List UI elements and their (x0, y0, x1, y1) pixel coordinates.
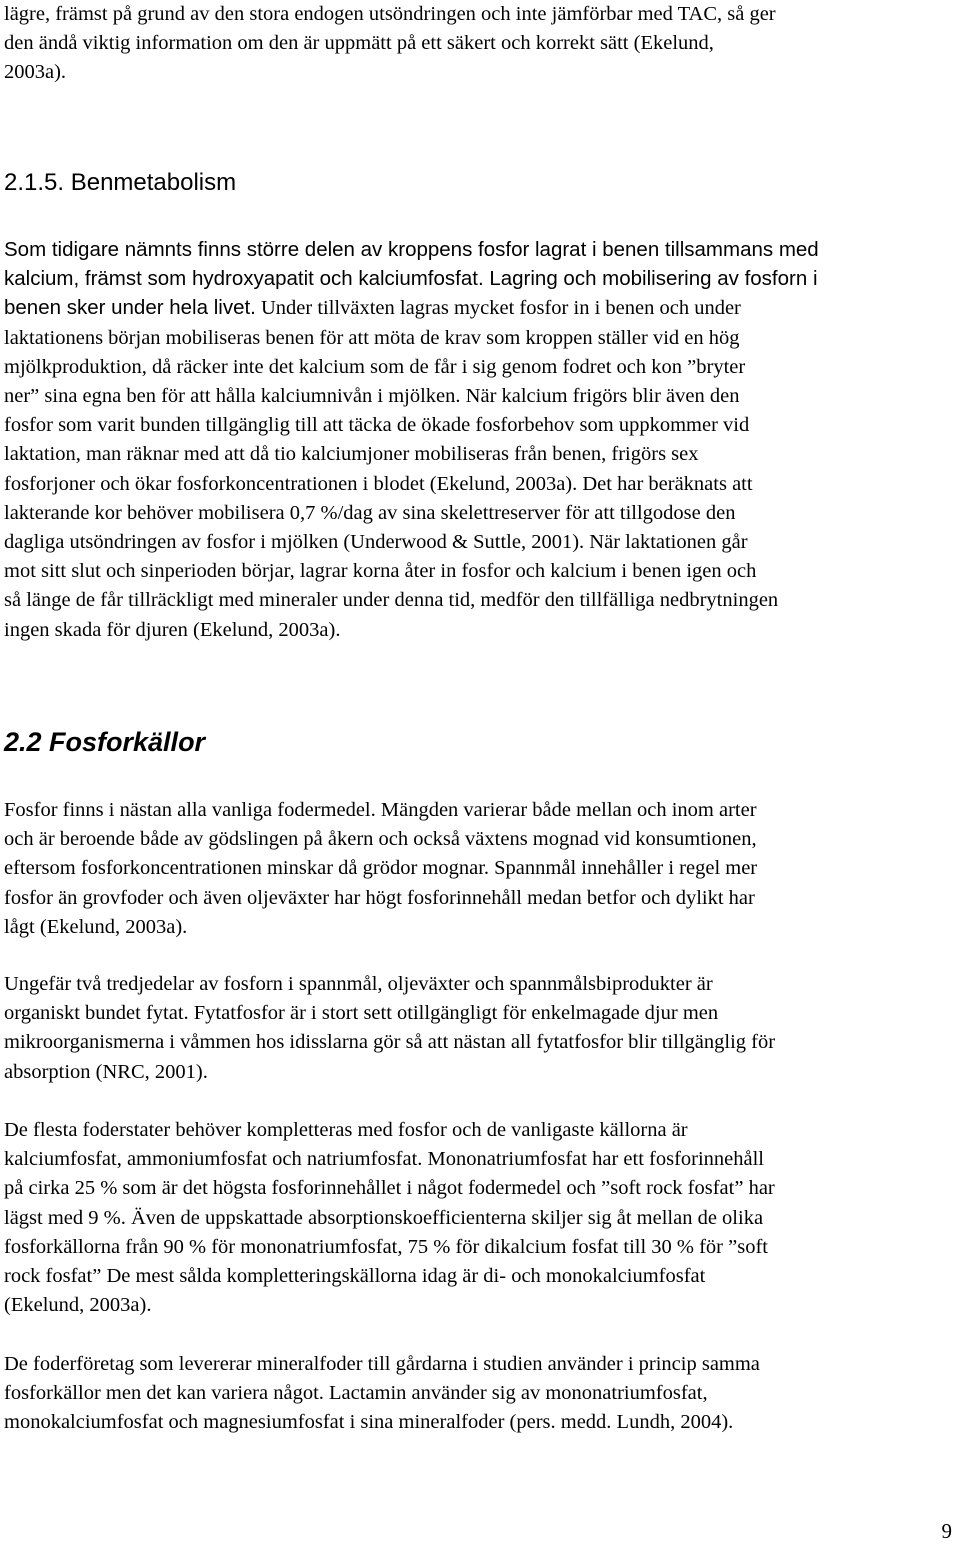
text-line: laktationens början mobiliseras benen för att möta de krav som kroppen ställer vid en hög (4, 326, 740, 349)
text-line: absorption (NRC, 2001). (4, 1060, 208, 1083)
fosforkallor-paragraph-3 (4, 1116, 956, 1320)
text-line: Ungefär två tredjedelar av fosforn i spannmål, oljeväxter och spannmålsbiprodukter är (4, 973, 713, 995)
text-line: fosforkällor men det kan variera något. Lactamin använder sig av mononatriumfosfat, (4, 1382, 708, 1405)
text-line: mjölkproduktion, då räcker inte det kalcium som de får i sig genom fodret och kon ”bryter (4, 355, 746, 378)
text-fragment: Under tillväxten lagras mycket fosfor in i benen och under (255, 297, 741, 320)
text-line: på cirka 25 % som är det högsta fosforinnehållet i något fodermedel och ”soft rock fosfat” har (4, 1177, 775, 1200)
text-line: fosforjoner och ökar fosforkoncentrationen i blodet (Ekelund, 2003a). Det har beräknats att (4, 472, 753, 495)
text-line: Fosfor finns i nästan alla vanliga fodermedel. Mängden varierar både mellan och inom arter (4, 799, 757, 821)
text-line: ingen skada för djuren (Ekelund, 2003a). (4, 618, 341, 641)
text-line: fosfor än grovfoder och även oljeväxter har högt fosforinnehåll medan betfor och dylikt har (4, 886, 755, 909)
fosforkallor-paragraph-2 (4, 970, 956, 1087)
text-line: rock fosfat” De mest sålda kompletteringskällorna idag är di- och monokalciumfosfat (4, 1265, 706, 1288)
text-line: så länge de får tillräckligt med mineraler under denna tid, medför den tillfälliga nedbrytningen (4, 589, 779, 612)
text-line: fosforkällorna från 90 % för mononatriumfosfat, 75 % för dikalcium fosfat till 30 % för ”soft (4, 1235, 768, 1258)
intro-paragraph (4, 0, 956, 88)
text-line: De flesta foderstater behöver kompletteras med fosfor och de vanligaste källorna är (4, 1119, 688, 1141)
text-line: Som tidigare nämnts finns större delen av kroppens fosfor lagrat i benen tillsammans med (4, 238, 819, 261)
text-line: monokalciumfosfat och magnesiumfosfat i sina mineralfoder (pers. medd. Lundh, 2004). (4, 1411, 734, 1434)
text-line: fosfor som varit bunden tillgänglig till att täcka de ökade fosforbehov som uppkommer vid (4, 414, 750, 437)
text-line: 2003a). (4, 61, 67, 84)
text-line: De foderföretag som levererar mineralfoder till gårdarna i studien använder i princip samma (4, 1353, 760, 1375)
fosforkallor-paragraph-1 (4, 796, 956, 942)
section-heading-fosforkallor: 2.2 Fosforkällor (4, 727, 206, 757)
text-fragment: benen sker under hela livet. (4, 296, 256, 320)
fosforkallor-paragraph-4 (4, 1350, 956, 1438)
text-line: lågt (Ekelund, 2003a). (4, 915, 188, 938)
text-line: eftersom fosforkoncentrationen minskar då grödor mognar. Spannmål innehåller i regel mer (4, 857, 758, 880)
text-line: lägre, främst på grund av den stora endogen utsöndringen och inte jämförbar med TAC, så ger (4, 3, 776, 25)
text-line: och är beroende både av gödslingen på åkern och också växtens mognad vid konsumtionen, (4, 828, 757, 851)
text-line: kalciumfosfat, ammoniumfosfat och natriumfosfat. Mononatriumfosfat har ett fosforinnehåll (4, 1148, 765, 1171)
text-line: den ändå viktig information om den är uppmätt på ett säkert och korrekt sätt (Ekelund, (4, 32, 714, 55)
text-line: dagliga utsöndringen av fosfor i mjölken (Underwood & Suttle, 2001). När laktationen går (4, 531, 748, 554)
text-line: ner” sina egna ben för att hålla kalciumnivån i mjölken. När kalcium frigörs blir även den (4, 385, 740, 408)
text-line-mixed (4, 293, 956, 323)
section-heading-benmetabolism: 2.1.5. Benmetabolism (4, 169, 237, 196)
text-line: lägst med 9 %. Även de uppskattade absorptionskoefficienterna skiljer sig åt mellan de olika (4, 1206, 764, 1229)
page-number: 9 (941, 1519, 952, 1543)
text-line: mikroorganismerna i våmmen hos idisslarna gör så att nästan all fytatfosfor blir tillgänglig för (4, 1031, 776, 1054)
text-line: (Ekelund, 2003a). (4, 1294, 152, 1317)
benmetabolism-paragraph (4, 235, 956, 645)
text-line: kalcium, främst som hydroxyapatit och kalciumfosfat. Lagring och mobilisering av fosforn i (4, 267, 818, 291)
text-line: mot sitt slut och sinperioden börjar, lagrar korna åter in fosfor och kalcium i benen igen och (4, 560, 757, 583)
text-line: laktation, man räknar med att då tio kalciumjoner mobiliseras från benen, frigörs sex (4, 443, 699, 466)
text-line: lakterande kor behöver mobilisera 0,7 %/dag av sina skelettreserver för att tillgodose den (4, 501, 736, 524)
text-line: organiskt bundet fytat. Fytatfosfor är i stort sett otillgängligt för enkelmagade djur men (4, 1002, 719, 1025)
